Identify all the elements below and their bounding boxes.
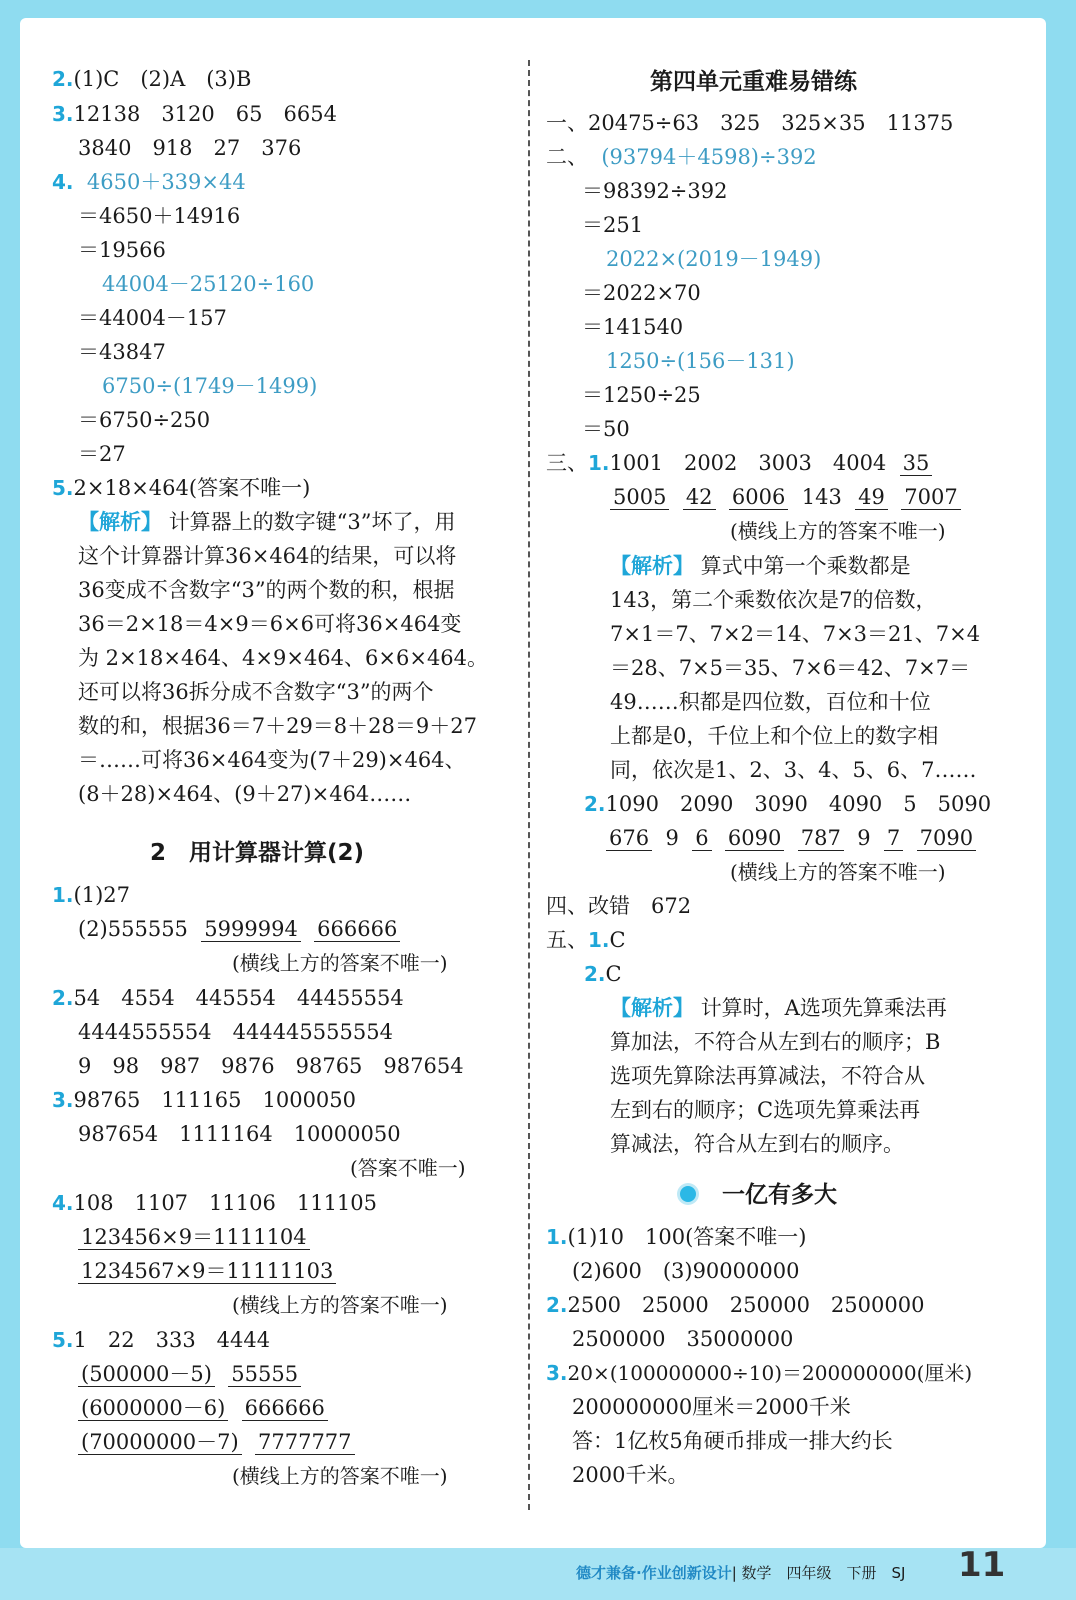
analysis-line: 49……积都是四位数，百位和十位 — [610, 690, 931, 714]
step: ＝1250÷25 — [582, 383, 701, 407]
answer-4-expr1: 4. 4650＋339×44 — [52, 170, 246, 194]
section-title: 2 用计算器计算(2) — [150, 840, 365, 866]
part-two-expr3: 1250÷(156－131) — [606, 349, 795, 373]
step: ＝4650＋14916 — [78, 204, 241, 228]
analysis-line: 【解析】 算式中第一个乘数都是 — [610, 554, 911, 578]
analysis-line: 【解析】 计算器上的数字键“3”坏了，用 — [78, 510, 456, 534]
p2-line2: 4444555554 444445555554 — [78, 1020, 393, 1044]
y2-line1: 2.2500 25000 250000 2500000 — [546, 1293, 925, 1317]
analysis-line: 算减法，符合从左到右的顺序。 — [610, 1132, 904, 1156]
y3-line4: 2000千米。 — [572, 1463, 689, 1487]
part-four: 四、改错 672 — [546, 894, 692, 918]
column-divider — [528, 60, 530, 1510]
step: ＝27 — [78, 442, 126, 466]
unit-title: 第四单元重难易错练 — [650, 69, 857, 95]
y3-line2: 200000000厘米＝2000千米 — [572, 1395, 851, 1419]
y1-line1: 1.(1)10 100(答案不唯一) — [546, 1225, 807, 1249]
note: (横线上方的答案不唯一) — [232, 1293, 448, 1317]
analysis-line: 143，第二个乘数依次是7的倍数， — [610, 588, 937, 612]
analysis-line: 7×1＝7、7×2＝14、7×3＝21、7×4 — [610, 622, 981, 646]
step: ＝19566 — [78, 238, 166, 262]
note: (答案不唯一) — [350, 1156, 466, 1180]
step: ＝98392÷392 — [582, 179, 728, 203]
p5-line3: (6000000－6) 666666 — [78, 1393, 328, 1423]
answer-3-line1: 3.12138 3120 65 6654 — [52, 102, 337, 126]
part-one: 一、20475÷63 325 325×35 11375 — [546, 111, 954, 135]
step: ＝6750÷250 — [78, 408, 211, 432]
p1-a: 1.(1)27 — [52, 883, 130, 907]
analysis-line: 36＝2×18＝4×9＝6×6可将36×464变 — [78, 612, 462, 636]
note: (横线上方的答案不唯一) — [730, 519, 946, 543]
part-three-2-row2: 676 9 6 6090 787 9 7 7090 — [606, 823, 976, 853]
step: ＝2022×70 — [582, 281, 701, 305]
step: ＝141540 — [582, 315, 684, 339]
note: (横线上方的答案不唯一) — [730, 860, 946, 884]
analysis-tag: 【解析】 — [78, 510, 162, 534]
analysis-line: ＝28、7×5＝35、7×6＝42、7×7＝ — [610, 656, 971, 680]
y3-line3: 答：1亿枚5角硬币排成一排大约长 — [572, 1429, 893, 1453]
analysis-line: 为 2×18×464、4×9×464、6×6×464。 — [78, 646, 489, 670]
y2-line2: 2500000 35000000 — [572, 1327, 794, 1351]
p2-line3: 9 98 987 9876 98765 987654 — [78, 1054, 464, 1078]
analysis-line: ＝……可将36×464变为(7＋29)×464、 — [78, 748, 466, 772]
answer-4-expr3: 6750÷(1749－1499) — [102, 374, 318, 398]
step: ＝251 — [582, 213, 644, 237]
part-five-1: 五、1.C — [546, 928, 626, 952]
part-five-2: 2.C — [584, 962, 622, 986]
analysis-line: 选项先算除法再算减法，不符合从 — [610, 1064, 925, 1088]
analysis-line: 左到右的顺序；C选项先算乘法再 — [610, 1098, 921, 1122]
step: ＝44004－157 — [78, 306, 227, 330]
step: ＝43847 — [78, 340, 166, 364]
analysis-line: 36变成不含数字“3”的两个数的积，根据 — [78, 578, 455, 602]
part-three-1-row2: 5005 42 6006 143 49 7007 — [610, 482, 961, 512]
p2-line1: 2.54 4554 445554 44455554 — [52, 986, 404, 1010]
step: ＝50 — [582, 417, 630, 441]
footer-text: 德才兼备·作业创新设计| 数学 四年级 下册 SJ — [576, 1564, 906, 1582]
analysis-line: 这个计算器计算36×464的结果，可以将 — [78, 544, 457, 568]
answer-4-expr2: 44004－25120÷160 — [102, 272, 315, 296]
analysis-line: 还可以将36拆分成不含数字“3”的两个 — [78, 680, 434, 704]
p4-line2: 123456×9＝1111104 — [78, 1222, 310, 1252]
page-number: 11 — [958, 1545, 1006, 1585]
section2-title: 一亿有多大 — [722, 1182, 837, 1208]
p5-line1: 5.1 22 333 4444 — [52, 1328, 271, 1352]
p3-line2: 987654 1111164 10000050 — [78, 1122, 401, 1146]
section-bullet-icon — [680, 1186, 696, 1202]
footer-band — [0, 1548, 1076, 1600]
p4-line1: 4.108 1107 11106 111105 — [52, 1191, 378, 1215]
part-two-expr1: 二、 (93794＋4598)÷392 — [546, 145, 817, 169]
answer-2: 2.(1)C (2)A (3)B — [52, 67, 252, 91]
part-three-1: 三、1.1001 2002 3003 4004 35 — [546, 448, 932, 478]
answer-5: 5.2×18×464(答案不唯一) — [52, 476, 311, 500]
p4-line3: 1234567×9＝11111103 — [78, 1256, 336, 1286]
analysis-tag: 【解析】 — [610, 554, 694, 578]
part-three-2: 2.1090 2090 3090 4090 5 5090 — [584, 792, 992, 816]
part-two-expr2: 2022×(2019－1949) — [606, 247, 822, 271]
answer-3-line2: 3840 918 27 376 — [78, 136, 302, 160]
analysis-tag: 【解析】 — [610, 996, 694, 1020]
p5-line2: (500000－5) 55555 — [78, 1359, 301, 1389]
y3-line1: 3.20×(100000000÷10)＝200000000(厘米) — [546, 1361, 973, 1385]
analysis-line: 上都是0，千位上和个位上的数字相 — [610, 724, 939, 748]
note: (横线上方的答案不唯一) — [232, 1464, 448, 1488]
y1-line2: (2)600 (3)90000000 — [572, 1259, 800, 1283]
note: (横线上方的答案不唯一) — [232, 951, 448, 975]
analysis-line: 算加法，不符合从左到右的顺序；B — [610, 1030, 941, 1054]
analysis-line: 同，依次是1、2、3、4、5、6、7…… — [610, 758, 977, 782]
analysis-line: (8＋28)×464、(9＋27)×464…… — [78, 782, 412, 806]
p1-b: (2)555555 5999994 666666 — [78, 914, 400, 944]
analysis-line: 数的和，根据36＝7＋29＝8＋28＝9＋27 — [78, 714, 477, 738]
p3-line1: 3.98765 111165 1000050 — [52, 1088, 357, 1112]
p5-line4: (70000000－7) 7777777 — [78, 1427, 355, 1457]
analysis-line: 【解析】 计算时，A选项先算乘法再 — [610, 996, 947, 1020]
